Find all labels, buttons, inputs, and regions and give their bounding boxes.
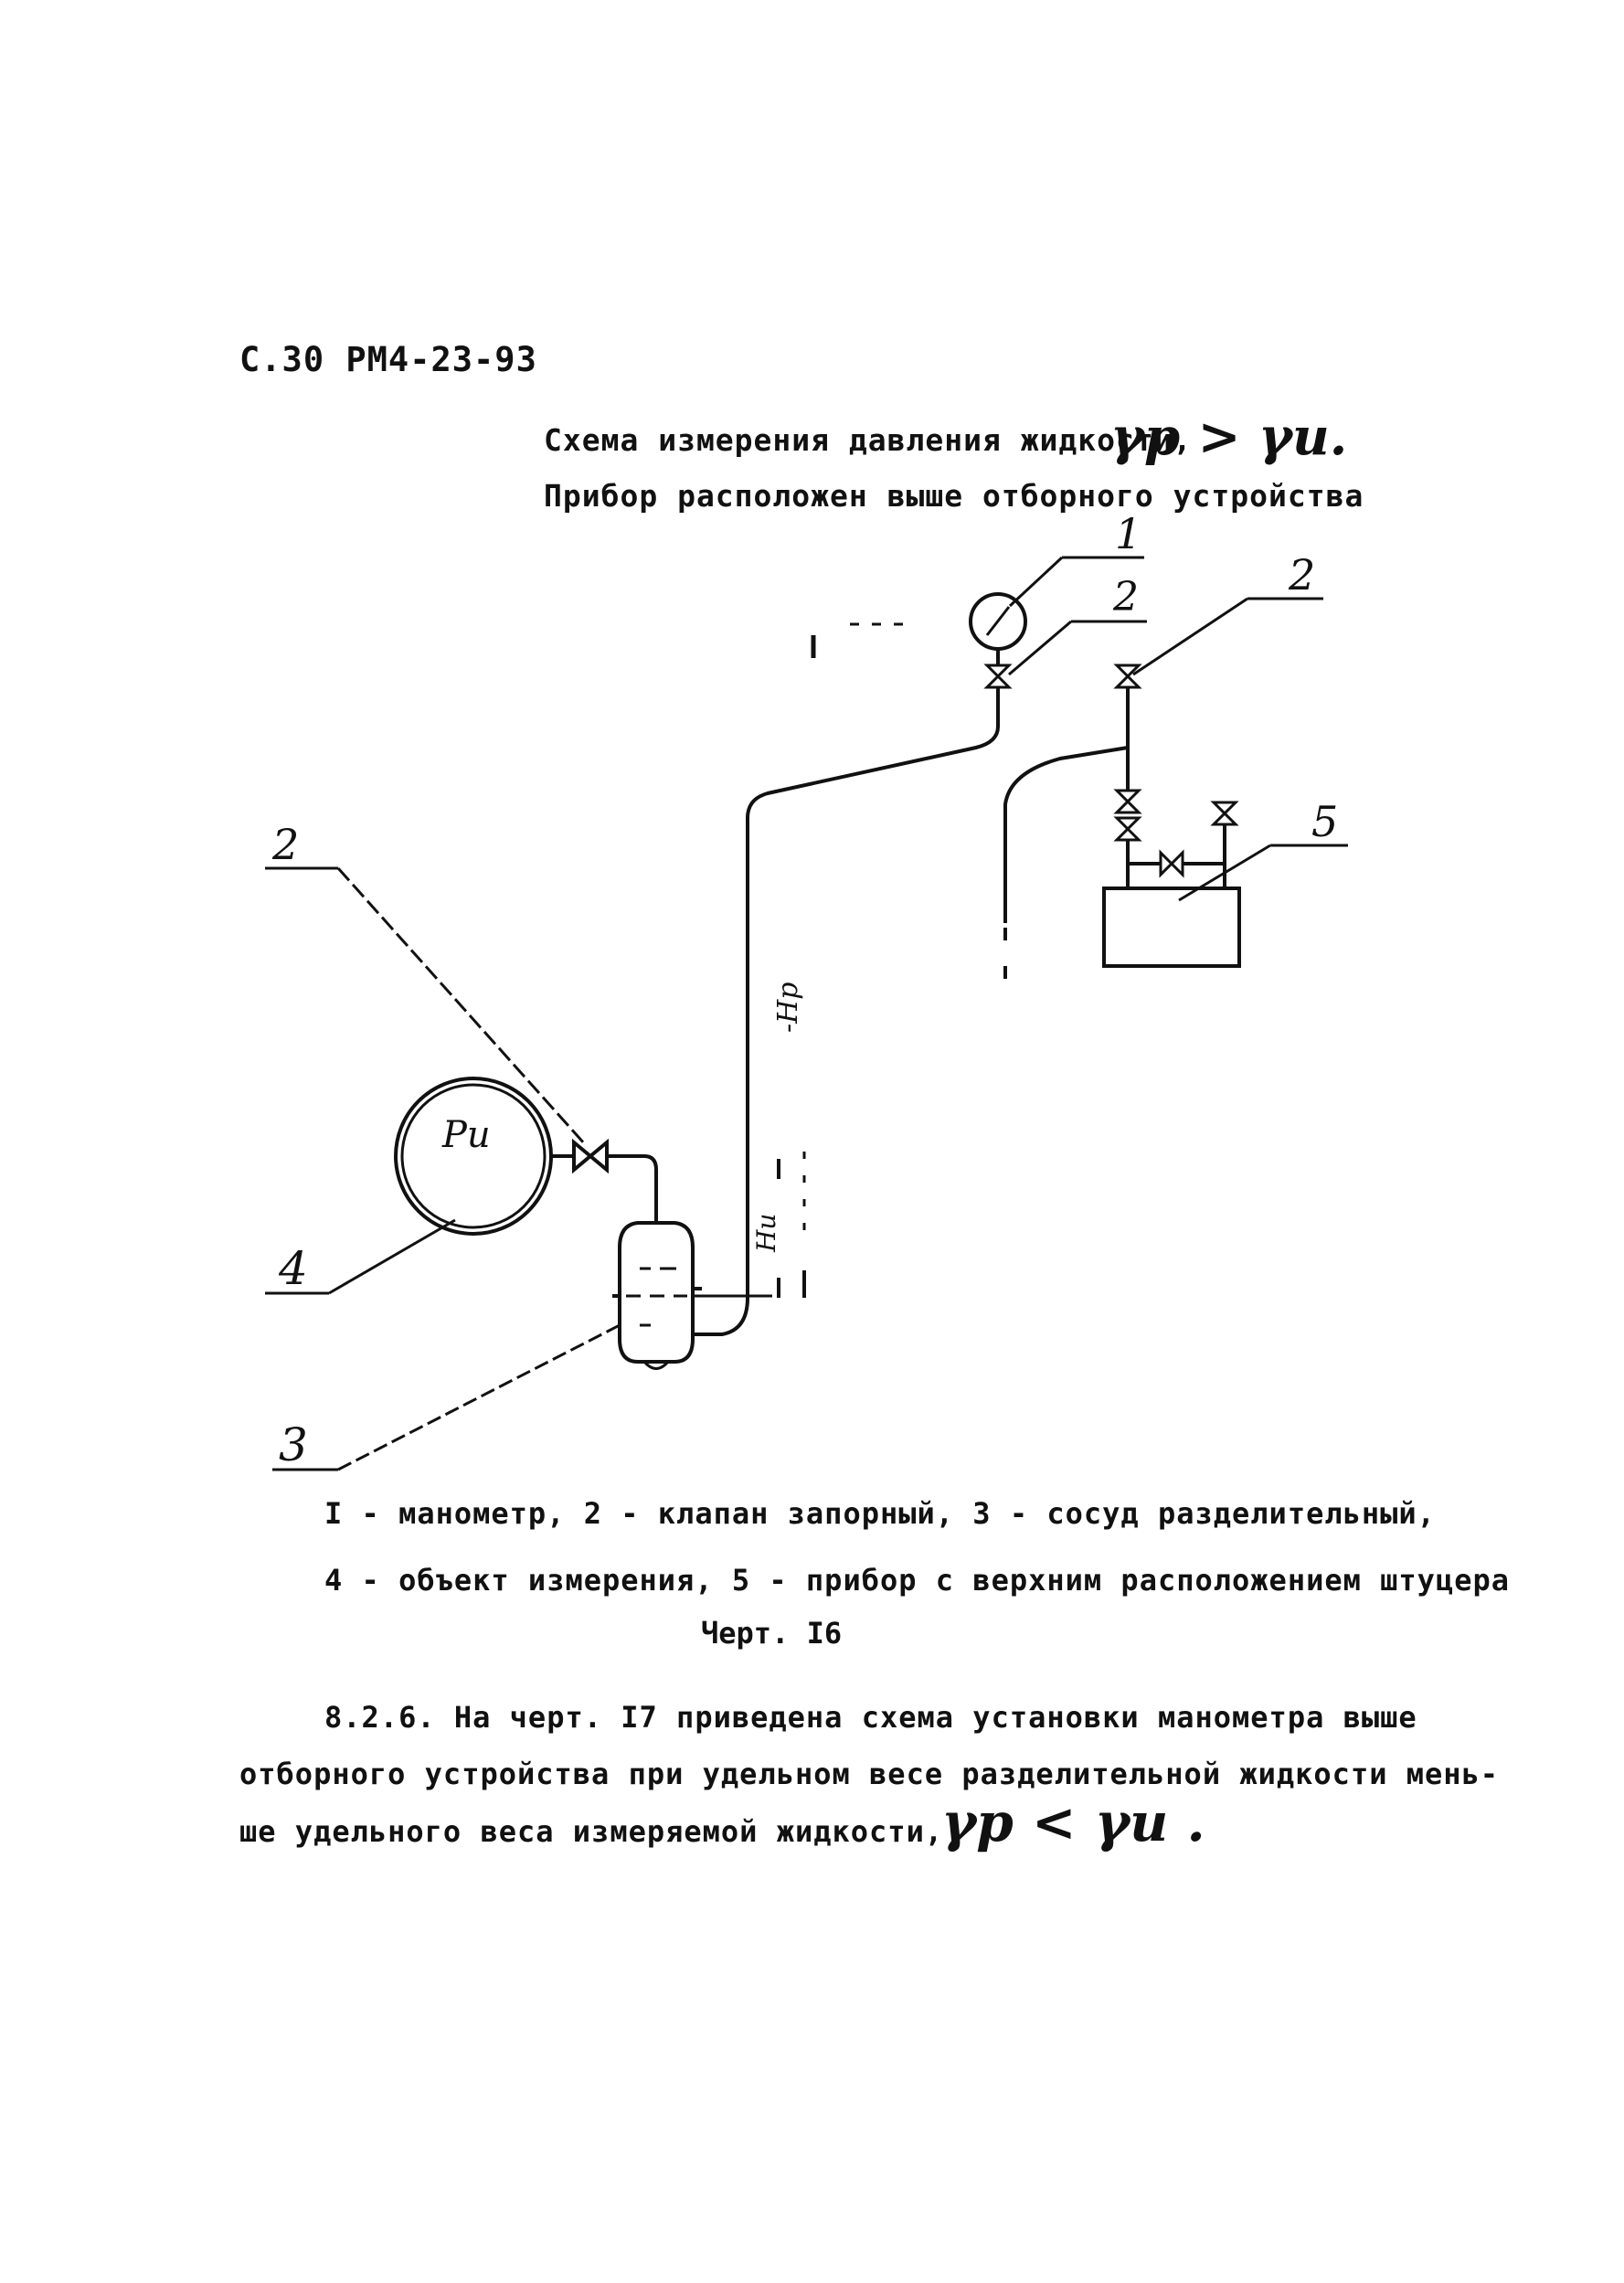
paragraph-line2: отборного устройства при удельном весе разделительной жидкости мень- — [239, 1757, 1500, 1791]
label-3: 3 — [279, 1418, 308, 1471]
paragraph-formula: γр < γи . — [941, 1791, 1205, 1853]
impulse-line — [693, 727, 998, 1334]
figure-title-line1: Схема измерения давления жидкости, — [544, 422, 1193, 458]
separator-vessel — [612, 1223, 702, 1369]
paragraph-line1: 8.2.6. На черт. I7 приведена схема установки манометра выше — [324, 1700, 1417, 1735]
leader-lines — [265, 557, 1348, 1470]
manometer — [971, 594, 1025, 665]
manometer-valve — [987, 665, 1009, 727]
label-height-i: Ни — [751, 1213, 781, 1252]
device — [1104, 888, 1239, 966]
label-2-gauge: 2 — [1113, 574, 1139, 621]
paragraph-line3: ше удельного веса измеряемой жидкости, — [239, 1814, 944, 1849]
page-header: С.30 РМ4-23-93 — [239, 340, 537, 379]
label-4: 4 — [279, 1242, 308, 1295]
legend-line2: 4 - объект измерения, 5 - прибор с верхним расположением штуцера — [324, 1563, 1510, 1598]
right-valve — [1117, 665, 1139, 791]
right-branch-pipe — [1005, 748, 1128, 923]
label-1: 1 — [1115, 509, 1142, 558]
label-2-right: 2 — [1289, 550, 1316, 600]
figure-caption: Черт. I6 — [701, 1616, 843, 1651]
label-pressure: Ри — [442, 1114, 491, 1156]
reference-dash-top — [813, 624, 905, 658]
device-valves — [1117, 791, 1236, 888]
object-valve — [574, 1142, 656, 1223]
label-height-p: -Нр — [772, 982, 804, 1033]
legend-line1: I - манометр, 2 - клапан запорный, 3 - сосуд разделительный, — [324, 1496, 1436, 1531]
figure-title-formula: γр > γи. — [1110, 407, 1348, 467]
figure-title-line2: Прибор расположен выше отборного устройства — [544, 478, 1364, 514]
label-5: 5 — [1311, 797, 1339, 846]
label-2-left: 2 — [272, 820, 300, 869]
